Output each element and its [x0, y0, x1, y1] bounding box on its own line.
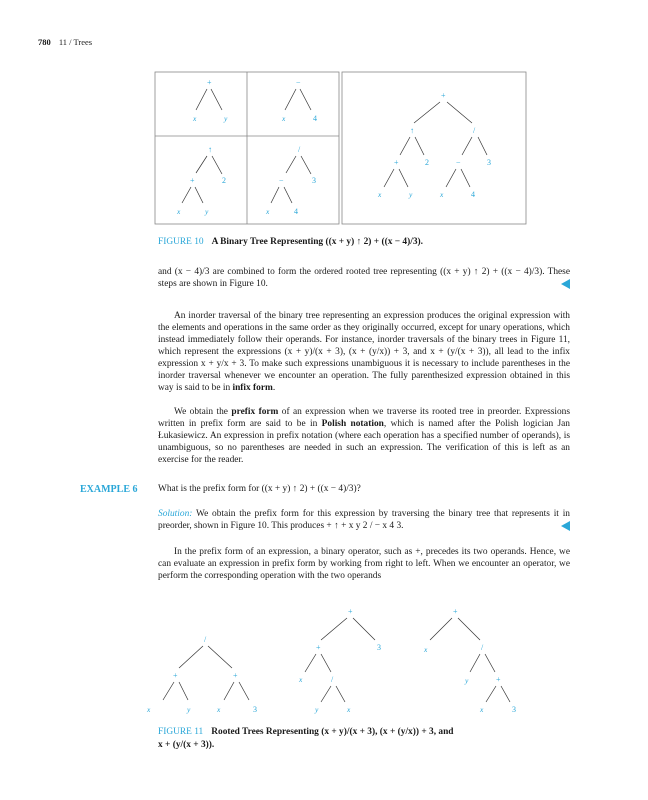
edge: [179, 646, 203, 668]
paragraph-prefix-text-3: , which is named after the Polish logician Jan Łukasiewicz. An expression in prefix notation (where each operation has a specified number of operands), is unambiguous, so no parentheses are needed in such an expression. The verification of this is left as an exercise for the reader.: [158, 419, 570, 465]
tree-c: [423, 607, 516, 714]
edge: [321, 618, 347, 640]
figure-11-label: FIGURE 11: [158, 727, 204, 737]
edge: [211, 89, 222, 110]
running-head: [38, 37, 92, 47]
node-x: x: [217, 705, 221, 714]
edge: [285, 89, 296, 110]
node-3: 3: [512, 705, 516, 714]
edge: [196, 89, 207, 110]
tree-division: [265, 145, 316, 216]
node-x: x: [347, 705, 351, 714]
edge: [478, 137, 487, 155]
edge: [336, 686, 345, 702]
node-y: y: [315, 705, 319, 714]
edge: [501, 686, 510, 702]
node-x: x: [193, 114, 197, 123]
section-title: 11 / Trees: [58, 37, 93, 47]
edge: [208, 646, 232, 668]
node-plus: +: [233, 671, 238, 680]
tree-a: [146, 635, 257, 714]
page-number: 780: [38, 37, 51, 47]
term-polish-notation: Polish notation: [321, 419, 384, 429]
edge: [486, 686, 496, 702]
node-y: y: [409, 190, 413, 199]
example-label: EXAMPLE 6: [80, 484, 138, 495]
node-4: 4: [294, 207, 298, 216]
paragraph-prefix-text-1: We obtain the: [174, 407, 232, 417]
node-div: /: [298, 145, 301, 154]
node-x: x: [378, 190, 382, 199]
edge: [300, 89, 311, 110]
node-minus: −: [279, 176, 284, 185]
node-div: /: [331, 675, 334, 684]
figure-11: [135, 600, 535, 720]
node-4: 4: [313, 114, 317, 123]
edge: [179, 682, 188, 700]
node-x: x: [480, 705, 484, 714]
node-minus: −: [296, 78, 301, 87]
node-y: y: [205, 207, 209, 216]
node-plus: +: [348, 607, 353, 616]
edge: [284, 187, 292, 203]
paragraph-prefix-evaluation: In the prefix form of an expression, a binary operator, such as +, precedes its two operands. Hence, we can evaluate an expression in prefix form by working from right to left. When we encounter an operator, we perform the corresponding operation with the two operands: [158, 547, 570, 581]
tree-b: [298, 607, 381, 714]
node-x: x: [424, 645, 428, 654]
edge: [301, 156, 311, 174]
node-div: /: [204, 635, 207, 644]
edge: [212, 156, 222, 174]
node-x: x: [299, 675, 303, 684]
edge: [447, 102, 472, 123]
node-minus: −: [456, 158, 461, 167]
node-2: 2: [425, 158, 429, 167]
node-up: ↑: [410, 126, 414, 135]
figure-10: [150, 70, 530, 230]
node-up: ↑: [208, 145, 212, 154]
node-plus: +: [207, 78, 212, 87]
node-plus: +: [394, 158, 399, 167]
node-2: 2: [222, 176, 226, 185]
node-y: y: [465, 676, 469, 685]
edge: [239, 682, 249, 700]
node-x: x: [282, 114, 286, 123]
edge: [400, 137, 410, 155]
figure-10-caption: [158, 237, 423, 247]
figure-11-title-line-1: Rooted Trees Representing (x + y)/(x + 3), (x + (y/x)) + 3, and: [211, 727, 454, 737]
edge: [461, 169, 470, 187]
node-4: 4: [471, 190, 475, 199]
node-x: x: [177, 207, 181, 216]
edge: [415, 137, 424, 155]
node-plus: +: [453, 607, 458, 616]
figure-10-title: A Binary Tree Representing ((x + y) ↑ 2) + ((x − 4)/3).: [211, 237, 423, 247]
paragraph-prefix-text-2: of an expression when we traverse its rooted tree in preorder. Expressions written in prefix form are said to be in: [158, 407, 571, 429]
node-div: /: [473, 126, 476, 135]
tree-x-minus-4: [281, 78, 317, 123]
edge: [485, 654, 495, 672]
paragraph-inorder-end: .: [272, 383, 276, 393]
term-infix-form: infix form: [232, 383, 273, 393]
edge: [470, 654, 480, 672]
node-x: x: [266, 207, 270, 216]
paragraph-inorder-text: An inorder traversal of the binary tree representing an expression produces the original expression with the elements and operations in the same order as they originally occurred, except for unary operations, which instead immediately follow their operands. For instance, inorder traversals of the binary trees in Figure 11, which represent the expressions (x + y)/(x + 3), (x + (y/x)) + 3, and x + (y/(x + 3)), all lead to the infix expression x + y/x + 3. To make such expressions unambiguous it is necessary to include parentheses in the inorder traversal whenever we encounter an operation. The fully parenthesized expression obtained in this way is said to be in: [158, 311, 570, 393]
edge: [286, 156, 296, 173]
edge: [353, 618, 375, 640]
edge: [305, 654, 316, 672]
solution-text: We obtain the prefix form for this expression by traversing the binary tree that represents it in preorder, shown in Figure 10. This produces + ↑ + x y 2 / − x 4 3.: [158, 509, 570, 531]
node-div: /: [481, 643, 484, 652]
edge: [196, 156, 207, 173]
node-plus: +: [173, 671, 178, 680]
tree-power: [176, 145, 226, 216]
edge: [430, 618, 452, 640]
figure-10-label: FIGURE 10: [158, 237, 204, 247]
node-plus: +: [441, 91, 446, 100]
node-plus: +: [190, 176, 195, 185]
edge: [163, 682, 174, 700]
edge: [458, 618, 480, 640]
figure-11-caption: [158, 726, 454, 752]
paragraph-combine-text: and (x − 4)/3 are combined to form the ordered rooted tree representing ((x + y) ↑ 2) + ((x − 4)/3). These steps are shown in Figure 10.: [158, 267, 570, 289]
tree-x-plus-y: [192, 78, 228, 123]
edge: [446, 169, 456, 187]
paragraph-prefix: [158, 406, 570, 466]
node-3: 3: [253, 705, 257, 714]
node-x: x: [147, 705, 151, 714]
node-plus: +: [496, 675, 501, 684]
edge: [224, 682, 234, 700]
paragraph-inorder: [158, 310, 570, 394]
node-3: 3: [377, 643, 381, 652]
figure-11-title-line-2: x + (y/(x + 3)).: [158, 740, 215, 750]
node-3: 3: [312, 176, 316, 185]
term-prefix-form: prefix form: [231, 407, 279, 417]
edge: [414, 102, 440, 123]
paragraph-combine: [158, 266, 570, 290]
end-of-example-marker-icon: [561, 521, 570, 531]
tree-full-expression: [377, 91, 491, 199]
edge: [462, 137, 472, 155]
solution-label: Solution:: [158, 509, 193, 519]
edge: [321, 686, 331, 702]
node-y: y: [187, 705, 191, 714]
node-3: 3: [487, 158, 491, 167]
node-x: x: [440, 190, 444, 199]
edge: [399, 169, 408, 187]
edge: [271, 187, 279, 203]
end-of-example-marker-icon: [561, 279, 570, 289]
example-question: What is the prefix form for ((x + y) ↑ 2) + ((x − 4)/3)?: [158, 484, 361, 494]
edge: [195, 187, 203, 203]
example-solution: [158, 508, 570, 532]
node-plus: +: [316, 643, 321, 652]
edge: [384, 169, 394, 187]
edge: [182, 187, 191, 203]
edge: [321, 654, 331, 672]
node-y: y: [224, 114, 228, 123]
figure-10-frame-right: [342, 72, 526, 224]
